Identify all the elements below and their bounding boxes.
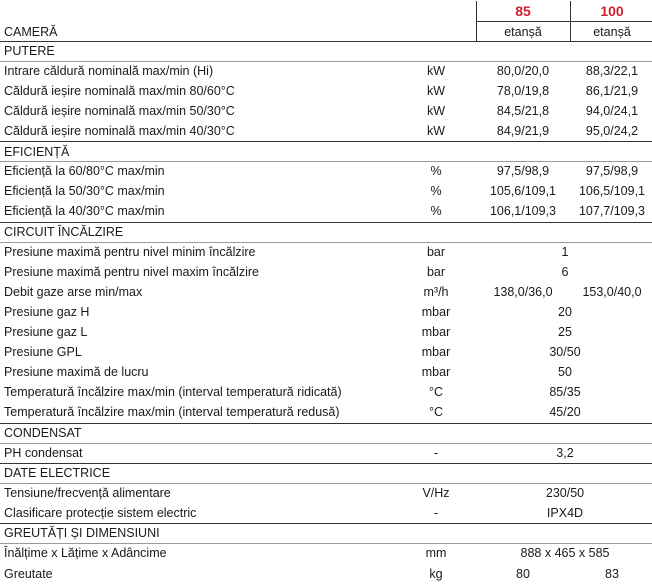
row-label: Tensiune/frecvență alimentare bbox=[4, 486, 171, 500]
row-label: Temperatură încălzire max/min (interval temperatură ridicată) bbox=[4, 385, 342, 399]
row-label: Căldură ieșire nominală max/min 80/60°C bbox=[4, 84, 235, 98]
section-eficienta bbox=[0, 142, 652, 162]
row-value-100: 83 bbox=[605, 567, 619, 581]
table-row bbox=[0, 402, 652, 422]
row-value-85: 84,5/21,8 bbox=[496, 104, 550, 118]
row-value: IPX4D bbox=[546, 506, 584, 520]
row-unit: % bbox=[430, 164, 442, 178]
row-label: Înălțime x Lățime x Adâncime bbox=[4, 546, 167, 560]
model-100-type: etanșă bbox=[593, 25, 631, 39]
row-value-85: 80,0/20,0 bbox=[496, 64, 550, 78]
row-value-100: 97,5/98,9 bbox=[585, 164, 639, 178]
row-value: 20 bbox=[558, 305, 572, 319]
table-row bbox=[0, 382, 652, 402]
row-value: 50 bbox=[558, 365, 572, 379]
row-label: Presiune maximă pentru nivel minim încălzire bbox=[4, 245, 256, 259]
row-value: 230/50 bbox=[545, 486, 585, 500]
row-label: Căldură ieșire nominală max/min 50/30°C bbox=[4, 104, 235, 118]
row-unit: mbar bbox=[421, 365, 451, 379]
row-unit: % bbox=[430, 184, 442, 198]
row-value: 30/50 bbox=[549, 345, 581, 359]
section-electrice bbox=[0, 463, 652, 483]
table-row bbox=[0, 362, 652, 382]
section-condensat bbox=[0, 423, 652, 443]
row-value: 888 x 465 x 585 bbox=[520, 546, 610, 560]
row-label: Presiune gaz H bbox=[4, 305, 90, 319]
row-label: Eficiență la 50/30°C max/min bbox=[4, 184, 165, 198]
row-label: Presiune gaz L bbox=[4, 325, 88, 339]
row-unit: kW bbox=[426, 84, 446, 98]
table-row bbox=[0, 262, 652, 282]
row-value-85: 105,6/109,1 bbox=[489, 184, 557, 198]
row-value-85: 84,9/21,9 bbox=[496, 124, 550, 138]
row-unit: bar bbox=[426, 265, 446, 279]
row-unit: - bbox=[433, 506, 439, 520]
header-mid-border bbox=[570, 1, 571, 41]
table-row bbox=[0, 302, 652, 322]
row-unit: mbar bbox=[421, 305, 451, 319]
table-row bbox=[0, 543, 652, 563]
row-value-100: 88,3/22,1 bbox=[585, 64, 639, 78]
model-85-type: etanșă bbox=[504, 25, 542, 39]
row-unit: kg bbox=[429, 567, 443, 581]
header-left-border bbox=[476, 1, 477, 41]
row-label: Presiune maximă pentru nivel maxim încălzire bbox=[4, 265, 259, 279]
section-title: GREUTĂȚI ȘI DIMENSIUNI bbox=[4, 526, 160, 540]
table-row bbox=[0, 503, 652, 523]
row-value-100: 86,1/21,9 bbox=[585, 84, 639, 98]
row-value-100: 153,0/40,0 bbox=[582, 285, 642, 299]
model-100-heading: 100 bbox=[600, 3, 624, 19]
row-value-85: 138,0/36,0 bbox=[493, 285, 553, 299]
row-label: Clasificare protecție sistem electric bbox=[4, 506, 197, 520]
row-label: Temperatură încălzire max/min (interval temperatură redusă) bbox=[4, 405, 340, 419]
row-label: Căldură ieșire nominală max/min 40/30°C bbox=[4, 124, 235, 138]
table-row bbox=[0, 161, 652, 181]
row-label: Eficiență la 60/80°C max/min bbox=[4, 164, 165, 178]
row-unit: bar bbox=[426, 245, 446, 259]
table-row bbox=[0, 282, 652, 302]
table-row bbox=[0, 564, 652, 584]
table-row bbox=[0, 483, 652, 503]
section-title: CIRCUIT ÎNCĂLZIRE bbox=[4, 225, 124, 239]
row-value-100: 94,0/24,1 bbox=[585, 104, 639, 118]
row-unit: kW bbox=[426, 124, 446, 138]
row-value-100: 106,5/109,1 bbox=[578, 184, 646, 198]
section-title: EFICIENȚĂ bbox=[4, 145, 70, 159]
row-label: Presiune maximă de lucru bbox=[4, 365, 149, 379]
row-value-85: 80 bbox=[516, 567, 530, 581]
row-value-100: 107,7/109,3 bbox=[578, 204, 646, 218]
row-value: 25 bbox=[558, 325, 572, 339]
row-value-85: 106,1/109,3 bbox=[489, 204, 557, 218]
table-row bbox=[0, 201, 652, 221]
section-greutati bbox=[0, 523, 652, 543]
row-unit: kW bbox=[426, 64, 446, 78]
row-unit: °C bbox=[428, 385, 444, 399]
table-row bbox=[0, 181, 652, 201]
camera-row bbox=[0, 22, 652, 42]
row-value: 85/35 bbox=[549, 385, 581, 399]
table-row bbox=[0, 342, 652, 362]
row-label: Intrare căldură nominală max/min (Hi) bbox=[4, 64, 214, 78]
table-row bbox=[0, 101, 652, 121]
row-value: 3,2 bbox=[556, 446, 574, 460]
row-unit: °C bbox=[428, 405, 444, 419]
row-value: 6 bbox=[561, 265, 569, 279]
row-value: 1 bbox=[561, 245, 569, 259]
row-label: Presiune GPL bbox=[4, 345, 82, 359]
row-unit: V/Hz bbox=[422, 486, 450, 500]
row-value: 45/20 bbox=[549, 405, 581, 419]
row-unit: kW bbox=[426, 104, 446, 118]
row-unit: mbar bbox=[421, 345, 451, 359]
row-unit: - bbox=[433, 446, 439, 460]
table-row bbox=[0, 443, 652, 463]
row-value-100: 95,0/24,2 bbox=[585, 124, 639, 138]
camera-label: CAMERĂ bbox=[4, 25, 58, 39]
table-row bbox=[0, 81, 652, 101]
row-value-85: 97,5/98,9 bbox=[496, 164, 550, 178]
table-row bbox=[0, 242, 652, 262]
section-title: PUTERE bbox=[4, 44, 55, 58]
table-row bbox=[0, 322, 652, 342]
table-row bbox=[0, 61, 652, 81]
table-row bbox=[0, 121, 652, 141]
row-value-85: 78,0/19,8 bbox=[496, 84, 550, 98]
row-unit: mbar bbox=[421, 325, 451, 339]
row-unit: % bbox=[430, 204, 442, 218]
row-label: PH condensat bbox=[4, 446, 83, 460]
section-title: DATE ELECTRICE bbox=[4, 466, 111, 480]
row-unit: m³/h bbox=[423, 285, 449, 299]
section-circuit bbox=[0, 222, 652, 242]
row-unit: mm bbox=[425, 546, 447, 560]
section-putere bbox=[0, 41, 652, 61]
section-title: CONDENSAT bbox=[4, 426, 82, 440]
model-85-heading: 85 bbox=[515, 3, 531, 19]
row-label: Eficiență la 40/30°C max/min bbox=[4, 204, 165, 218]
row-label: Greutate bbox=[4, 567, 53, 581]
row-label: Debit gaze arse min/max bbox=[4, 285, 143, 299]
